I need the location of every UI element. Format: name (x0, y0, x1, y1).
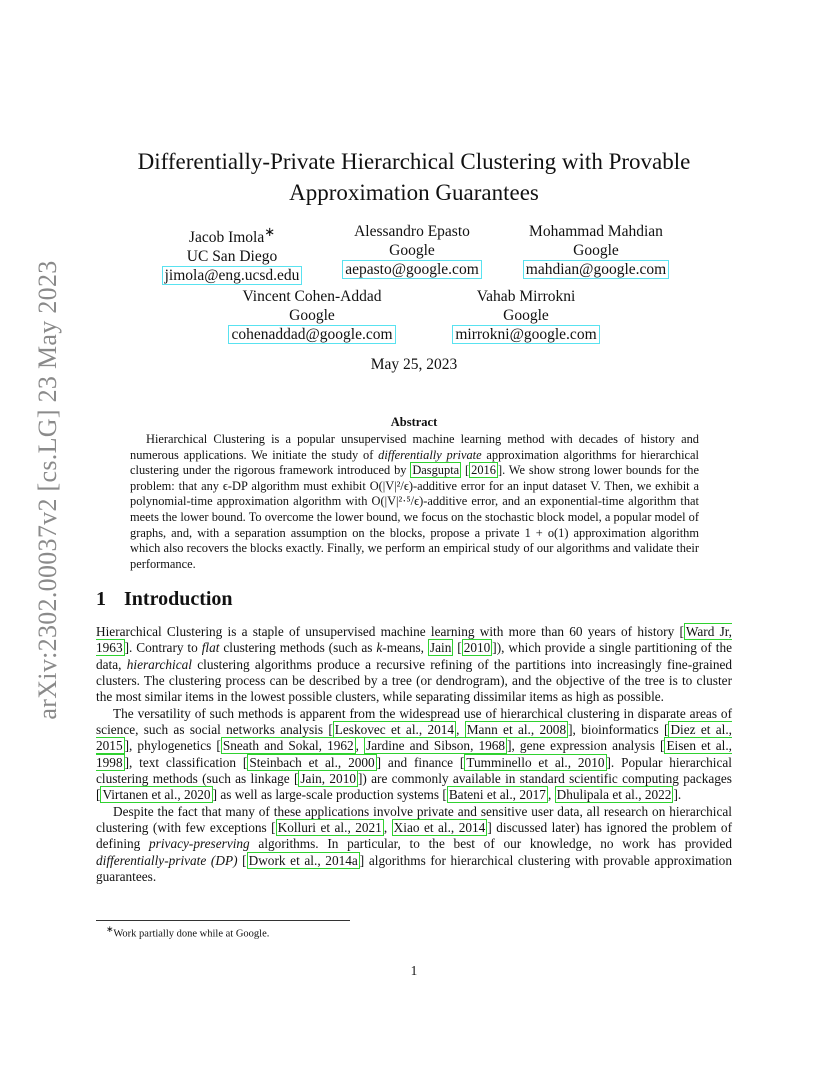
author-email-link[interactable]: jimola@eng.ucsd.edu (162, 266, 303, 285)
author-block (222, 287, 402, 344)
citation-link[interactable]: 2016 (471, 463, 496, 478)
footnote (106, 924, 269, 940)
citation-link[interactable]: Jardine and Sibson, 1968 (366, 738, 506, 754)
citation-link[interactable]: Diez et al., 2015 (96, 722, 732, 754)
paragraph: Hierarchical Clustering is a staple of unsupervised machine learning with more than 60 years of history [ Ward Jr, 1963 ]. Contrary to flat clustering methods (such as k-means, Jain [ 2010 ]), which provide a single partitioning of the data, hierarchical clustering algorithms produce a recursive refining of the partitions into increasingly fine-grained clusters. The clustering process can be described by a tree (or dendrogram), and the objective of the tree is to cluster the most similar items in the lowest possible clusters, while separating dissimilar items as high as possible. (96, 624, 733, 705)
title-line-1: Differentially-Private Hierarchical Clustering with Provable (137, 149, 691, 174)
author-email-link[interactable]: cohenaddad@google.com (228, 325, 395, 344)
citation-link[interactable]: Dasgupta (412, 463, 460, 478)
author-email-link[interactable]: mirrokni@google.com (452, 325, 599, 344)
author-affiliation: Google (389, 242, 435, 259)
citation-link[interactable]: Bateni et al., 2017 (448, 787, 546, 803)
citation-link[interactable]: Dwork et al., 2014a (248, 852, 358, 868)
title-line-2: Approximation Guarantees (289, 180, 539, 205)
publication-date: May 25, 2023 (370, 356, 458, 373)
citation-link[interactable]: Jain, 2010 (300, 771, 356, 787)
paper-title (96, 146, 732, 208)
abstract-text: Hierarchical Clustering is a popular unsupervised machine learning method with decades of history and numerous applications. We initiate the study of differentially private approximation algorithms for hierarchical clustering under the rigorous framework introduced by Dasgupta [ 2016 ]. We show strong lower bounds for the problem: that any ϵ-DP algorithm must exhibit O(|V|²/ϵ)-additive error for an input dataset V. Then, we exhibit a polynomial-time approximation algorithm with O(|V|²·⁵/ϵ)-additive error, and an exponential-time algorithm that meets the lower bound. To overcome the lower bound, we focus on the stochastic block model, a popular model of graphs, and, with a separation assumption on the blocks, propose a private 1 + o(1) approximation algorithm which also recovers the blocks exactly. Finally, we perform an empirical study of our algorithms and validate their performance. (130, 432, 699, 571)
author-name: Vincent Cohen-Addad (242, 288, 382, 305)
author-email-link[interactable]: mahdian@google.com (523, 260, 669, 279)
arxiv-identifier-stamp: arXiv:2302.00037v2 [cs.LG] 23 May 2023 (33, 260, 62, 720)
citation-link[interactable]: Eisen et al., 1998 (96, 738, 732, 770)
footnote-text: Work partially done while at Google. (113, 928, 270, 940)
author-affiliation: Google (289, 307, 335, 324)
citation-link[interactable]: Mann et al., 2008 (466, 722, 567, 738)
author-name: Jacob Imola (188, 229, 265, 247)
citation-link[interactable]: Ward Jr, 1963 (96, 624, 732, 656)
citation-link[interactable]: Dhulipala et al., 2022 (556, 787, 672, 803)
introduction-body (96, 624, 732, 886)
author-block (152, 222, 312, 285)
citation-link[interactable]: Jain (429, 640, 452, 656)
citation-link[interactable]: 2010 (463, 640, 491, 656)
author-name: Vahab Mirrokni (476, 288, 576, 305)
section-heading-introduction (96, 588, 233, 611)
footnote-divider (96, 920, 350, 921)
author-block (332, 222, 492, 279)
section-title: Introduction (124, 588, 233, 610)
citation-link[interactable]: Leskovec et al., 2014 (334, 722, 455, 738)
author-block (512, 222, 680, 279)
paragraph: Despite the fact that many of these applications involve private and sensitive user data, all research on hierarchical clustering (with few exceptions [ Kolluri et al., 2021 , Xiao et al., 2014 ] discussed later) has ignored the problem of defining privacy-preserving algorithms. In particular, to the best of our knowledge, no work has provided differentially-private (DP) [ Dwork et al., 2014a ] algorithms for hierarchical clustering with provable approximation guarantees. (96, 803, 732, 885)
author-footnote-mark: ∗ (264, 224, 276, 239)
page-number: 1 (410, 963, 418, 978)
abstract-heading: Abstract (390, 415, 438, 429)
author-affiliation: Google (573, 242, 619, 259)
citation-link[interactable]: Kolluri et al., 2021 (277, 820, 382, 836)
author-block (446, 287, 606, 344)
section-number: 1 (96, 588, 106, 610)
author-name: Alessandro Epasto (354, 223, 470, 240)
paragraph: The versatility of such methods is apparent from the widespread use of hierarchical clustering in disparate areas of science, such as social networks analysis [ Leskovec et al., 2014 , Mann et al., 2008 ], bioinformatics [ Diez et al., 2015 ], phylogenetics [ Sneath and Sokal, 1962 , Jardine and Sibson, 1968 ], gene expression analysis [ Eisen et al., 1998 ], text classification [ Steinbach et al., 2000 ] and finance [ Tumminello et al., 2010 ]. Popular hierarchical clustering methods (such as linkage [ Jain, 2010 ]) are commonly available in standard scientific computing packages [ Virtanen et al., 2020 ] as well as large-scale production systems [ Bateni et al., 2017 , Dhulipala et al., 2022 ]. (96, 705, 733, 803)
footnote-mark: ∗ (106, 924, 114, 934)
citation-link[interactable]: Sneath and Sokal, 1962 (222, 738, 354, 754)
citation-link[interactable]: Virtanen et al., 2020 (102, 787, 211, 803)
citation-link[interactable]: Tumminello et al., 2010 (466, 754, 605, 770)
author-name: Mohammad Mahdian (529, 223, 663, 240)
author-email-link[interactable]: aepasto@google.com (342, 260, 482, 279)
author-affiliation: Google (503, 307, 549, 324)
citation-link[interactable]: Xiao et al., 2014 (393, 820, 486, 836)
author-affiliation: UC San Diego (186, 248, 278, 266)
citation-link[interactable]: Steinbach et al., 2000 (249, 754, 375, 770)
